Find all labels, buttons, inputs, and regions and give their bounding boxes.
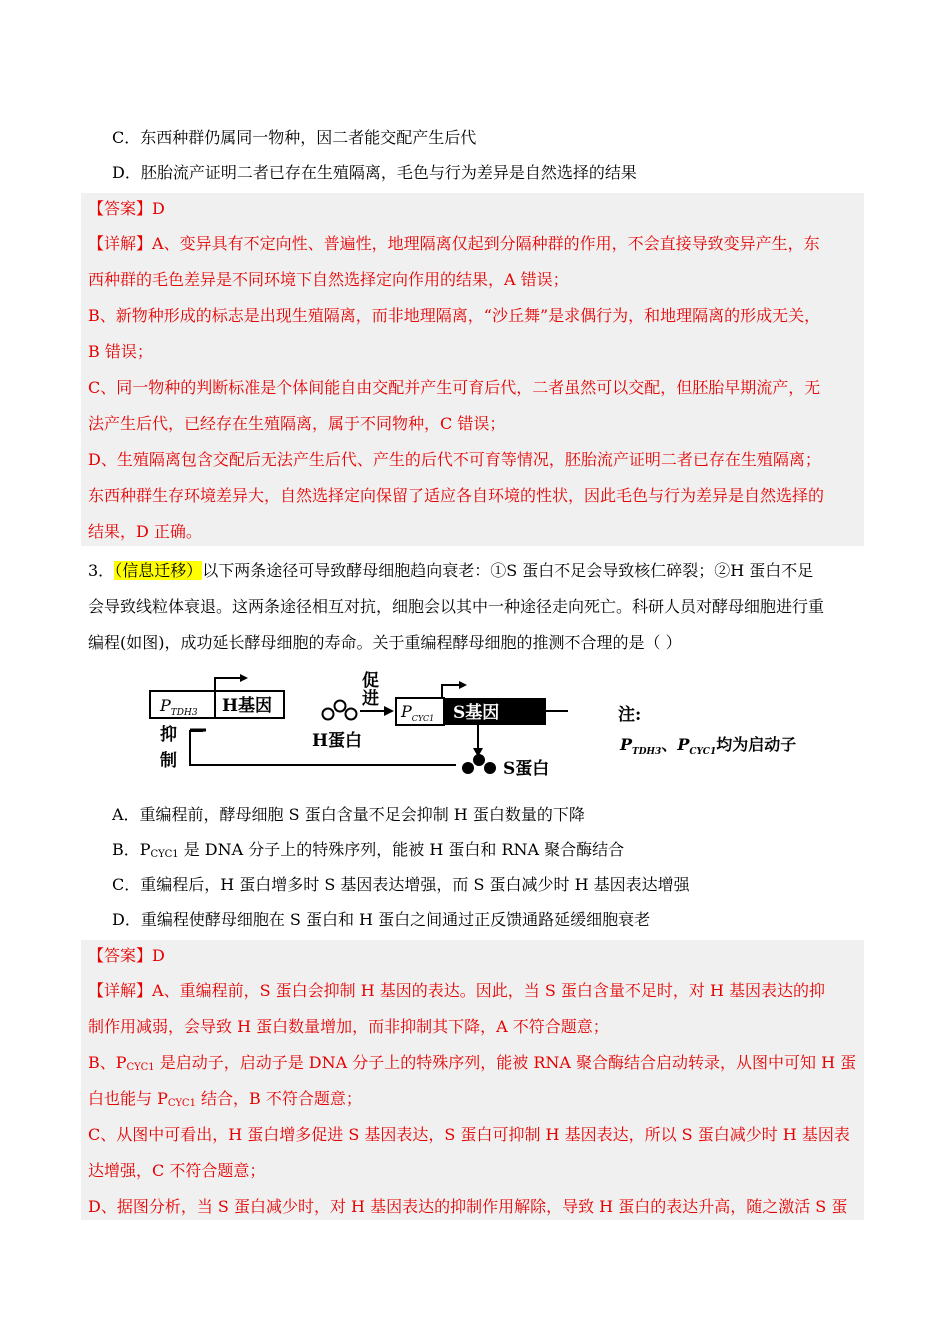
s-protein-icon bbox=[462, 754, 496, 774]
q2-detail-line-7: D、生殖隔离包含交配后无法产生后代、产生的后代不可育等情况，胚胎流产证明二者已存在生殖隔离； bbox=[88, 450, 821, 469]
q3-detail-line-2: 制作用减弱，会导致 H 蛋白数量增加，而非抑制其下降，A 不符合题意； bbox=[88, 1017, 609, 1036]
h-protein-label: H蛋白 bbox=[312, 731, 363, 751]
p-tdh3-label: $P_{TDH3}$ bbox=[160, 696, 198, 718]
q3-answer: 【答案】D bbox=[88, 946, 165, 965]
q2-detail-line-5: C、同一物种的判断标准是个体间能自由交配并产生可育后代，二者虽然可以交配，但胚胎早期流产，无 bbox=[88, 378, 821, 397]
q2-detail-line-2: 西种群的毛色差异是不同环境下自然选择定向作用的结果，A 错误； bbox=[88, 270, 569, 289]
note-text: $P_{TDH3}$、$P_{CYC1}$均为启动子 bbox=[620, 735, 797, 757]
q3-option-c: C．重编程后，H 蛋白增多时 S 基因表达增强，而 S 蛋白减少时 H 基因表达增强 bbox=[112, 875, 690, 894]
promote-label-2: 进 bbox=[362, 689, 379, 709]
gene-regulation-diagram bbox=[148, 668, 838, 783]
question-number: 3． bbox=[88, 561, 115, 580]
q2-detail-line-8: 东西种群生存环境差异大，自然选择定向保留了适应各自环境的性状，因此毛色与行为差异是自然选择的 bbox=[88, 486, 825, 505]
q3-stem-line-3: 编程(如图)，成功延长酵母细胞的寿命。关于重编程酵母细胞的推测不合理的是（ ） bbox=[88, 633, 682, 652]
q2-detail-line-3: B、新物种形成的标志是出现生殖隔离，而非地理隔离，“沙丘舞”是求偶行为，和地理隔离的形成无关， bbox=[88, 306, 821, 325]
q2-answer: 【答案】D bbox=[88, 199, 165, 218]
promoter-arrow-h bbox=[215, 678, 240, 691]
s-gene-label: S基因 bbox=[453, 703, 500, 723]
q3-detail-line-4: 白也能与 $P_{CYC1}$ 结合，B 不符合题意； bbox=[88, 1089, 362, 1109]
q3-option-a: A．重编程前，酵母细胞 S 蛋白含量不足会抑制 H 蛋白数量的下降 bbox=[112, 805, 585, 824]
q3-detail-line-1: 【详解】A、重编程前，S 蛋白会抑制 H 基因的表达。因此，当 S 蛋白含量不足时，对 H 基因表达的抑 bbox=[88, 981, 826, 1000]
q3-option-d: D．重编程使酵母细胞在 S 蛋白和 H 蛋白之间通过正反馈通路延缓细胞衰老 bbox=[112, 910, 651, 929]
q2-option-d: D．胚胎流产证明二者已存在生殖隔离，毛色与行为差异是自然选择的结果 bbox=[112, 163, 637, 182]
h-gene-label: H基因 bbox=[222, 696, 273, 716]
promote-label-1: 促 bbox=[362, 671, 379, 691]
inhibit-label-2: 制 bbox=[160, 751, 177, 771]
q3-detail-line-5: C、从图中可看出，H 蛋白增多促进 S 基因表达，S 蛋白可抑制 H 基因表达，所以 S 蛋白减少时 H 基因表 bbox=[88, 1125, 850, 1144]
q3-detail-line-6: 达增强，C 不符合题意； bbox=[88, 1161, 266, 1180]
s-protein-label: S蛋白 bbox=[503, 759, 550, 779]
q2-detail-line-4: B 错误； bbox=[88, 342, 153, 361]
q3-detail-line-3: B、$P_{CYC1}$ 是启动子，启动子是 DNA 分子上的特殊序列，能被 RNA 聚合酶结合启动转录，从图中可知 H 蛋 bbox=[88, 1053, 857, 1073]
p-cyc1-label: $P_{CYC1}$ bbox=[401, 702, 435, 723]
q2-detail-line-6: 法产生后代，已经存在生殖隔离，属于不同物种，C 错误； bbox=[88, 414, 506, 433]
h-protein-icon bbox=[323, 701, 357, 720]
q3-detail-line-7: D、据图分析，当 S 蛋白减少时，对 H 基因表达的抑制作用解除，导致 H 蛋白的表达升高，随之激活 S 蛋 bbox=[88, 1197, 848, 1216]
note-title: 注: bbox=[618, 705, 642, 725]
q2-detail-line-1: 【详解】A、变异具有不定向性、普遍性，地理隔离仅起到分隔种群的作用，不会直接导致变异产生，东 bbox=[88, 234, 820, 253]
q3-stem-line-2: 会导致线粒体衰退。这两条途径相互对抗，细胞会以其中一种途径走向死亡。科研人员对酵母细胞进行重 bbox=[88, 597, 825, 616]
q3-option-b: B．$P_{CYC1}$ 是 DNA 分子上的特殊序列，能被 H 蛋白和 RNA 聚合酶结合 bbox=[112, 840, 625, 860]
q3-stem-line-1: 3．（信息迁移）以下两条途径可导致酵母细胞趋向衰老：①S 蛋白不足会导致核仁碎裂；②H 蛋白不足 bbox=[88, 561, 814, 580]
q2-option-c: C．东西种群仍属同一物种，因二者能交配产生后代 bbox=[112, 128, 477, 147]
question-tag: （信息迁移） bbox=[114, 561, 203, 580]
inhibit-label-1: 抑 bbox=[160, 725, 177, 745]
promoter-arrow-s bbox=[442, 685, 459, 698]
q2-detail-line-9: 结果，D 正确。 bbox=[88, 522, 202, 541]
